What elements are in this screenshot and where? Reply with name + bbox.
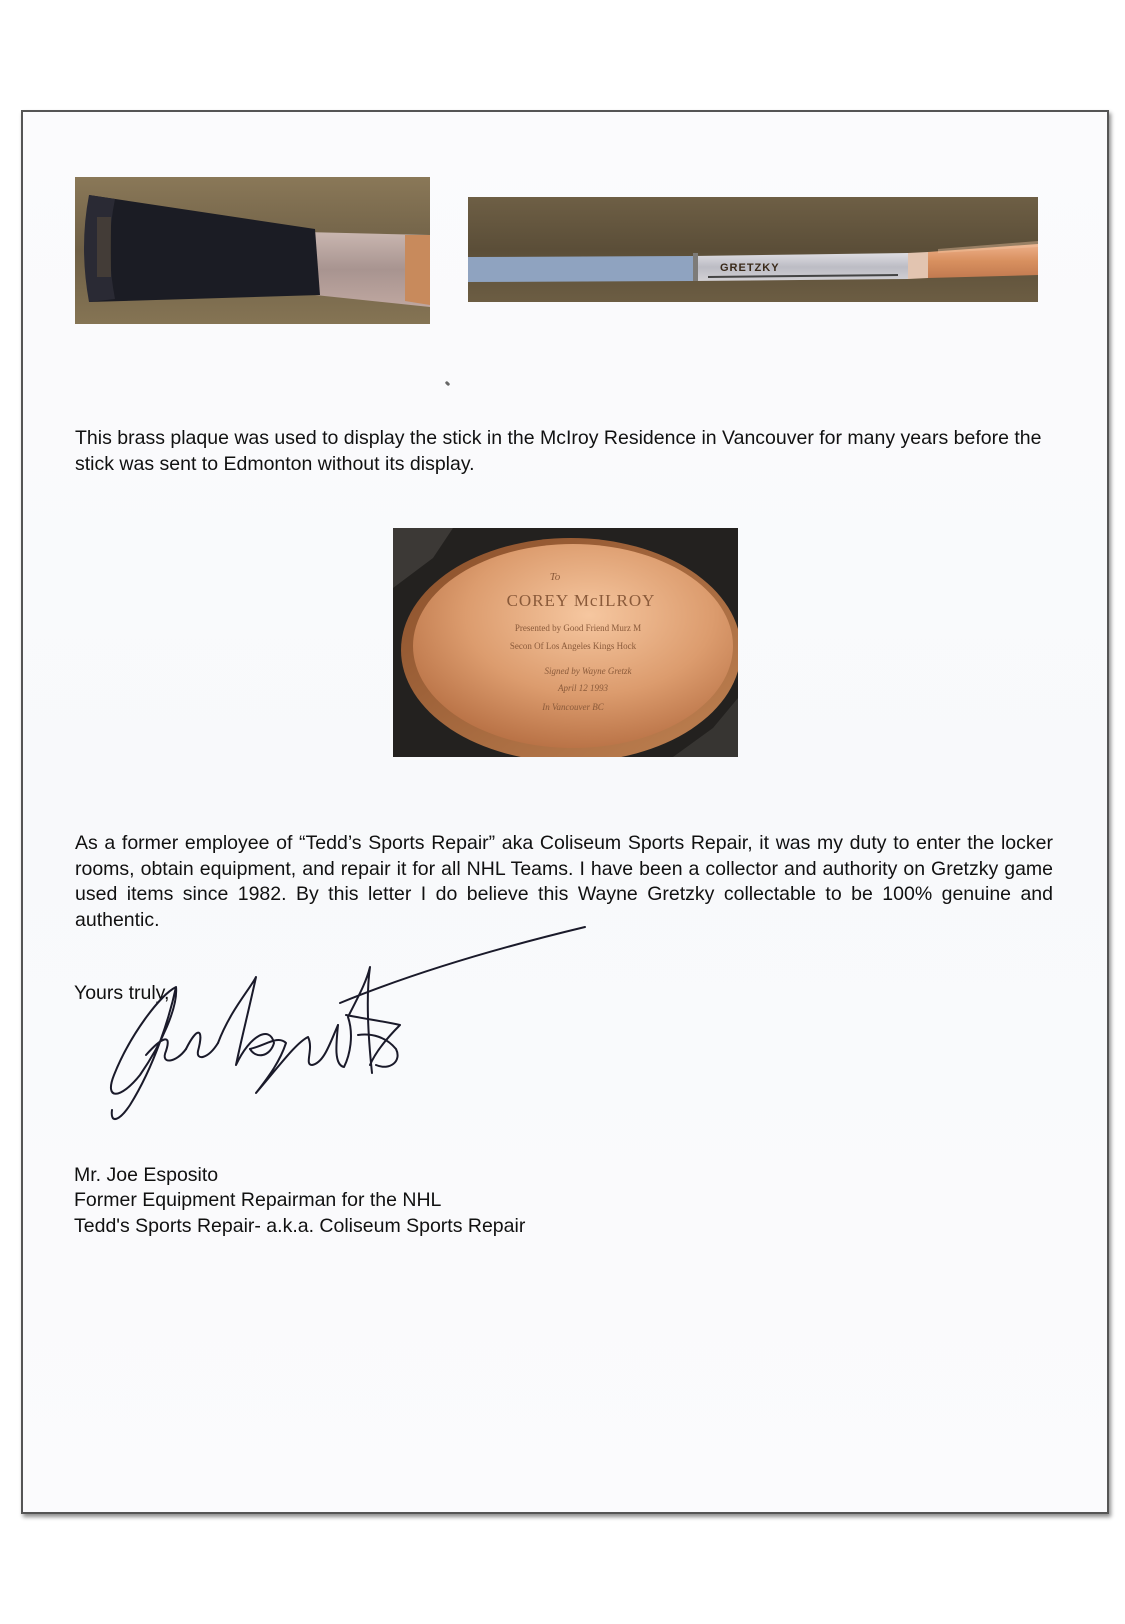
brass-plaque-photo bbox=[393, 528, 738, 757]
closing: Yours truly, bbox=[74, 982, 170, 1004]
handwritten-signature bbox=[100, 925, 600, 1175]
plaque-line-5: Signed by Wayne Gretzk bbox=[544, 666, 632, 676]
stick-brand-label: GRETZKY bbox=[720, 262, 780, 274]
plaque-line-6: April 12 1993 bbox=[557, 683, 609, 693]
signer-company: Tedd's Sports Repair- a.k.a. Coliseum Sports Repair bbox=[74, 1215, 526, 1237]
plaque-line-4: Secon Of Los Angeles Kings Hock bbox=[509, 641, 637, 651]
plaque-description: This brass plaque was used to display the stick in the McIroy Residence in Vancouver for many years before the stick was sent to Edmonton without its display. bbox=[75, 427, 1042, 475]
plaque-line-1: To bbox=[549, 571, 561, 583]
signer-name: Mr. Joe Esposito bbox=[74, 1164, 219, 1186]
plaque-line-3: Presented by Good Friend Murz M bbox=[514, 623, 642, 633]
stick-shaft-detail bbox=[468, 197, 1038, 302]
plaque-line-7: In Vancouver BC bbox=[542, 702, 604, 712]
plaque-line-2: COREY McILROY bbox=[506, 591, 656, 610]
credentials-paragraph: As a former employee of “Tedd’s Sports Repair” aka Coliseum Sports Repair, it was my duty to enter the locker rooms, obtain equipment, and repair it for all NHL Teams. I have been a collector and authority on Gretzky game used items since 1982. By this letter I do believe this Wayne Gretzky collectable to be 100% genuine and authentic. bbox=[75, 832, 1053, 932]
stick-grip-photo bbox=[75, 177, 430, 324]
signer-title: Former Equipment Repairman for the NHL bbox=[74, 1189, 442, 1211]
